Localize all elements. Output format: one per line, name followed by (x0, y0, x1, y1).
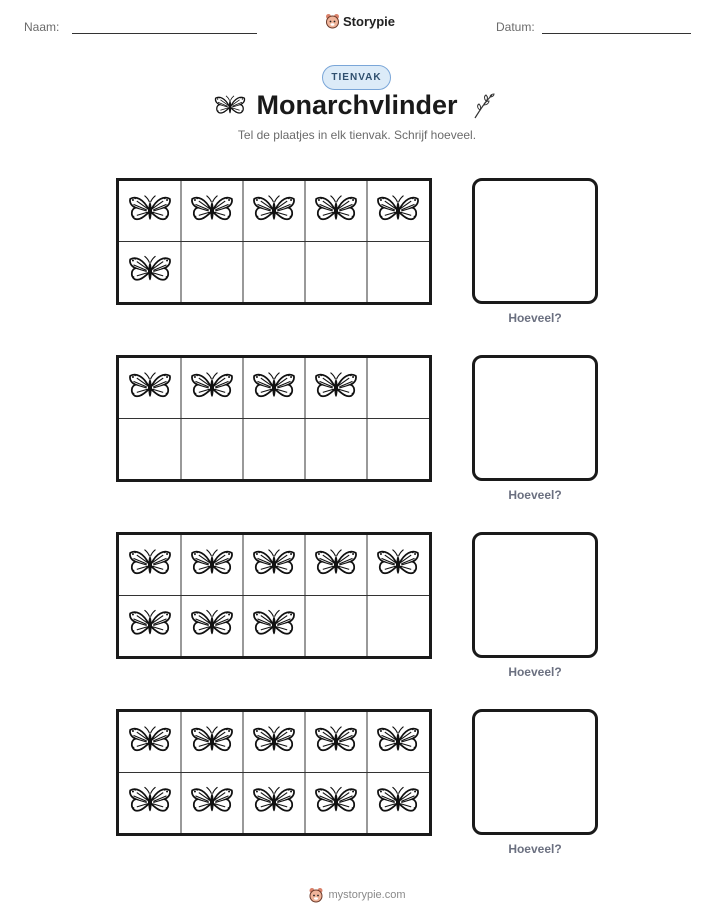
ten-frame-grid (119, 535, 429, 656)
ten-frame (116, 178, 432, 305)
monarch-butterfly-icon (130, 550, 170, 574)
monarch-butterfly-icon (130, 373, 170, 397)
leaf-sprig-icon (472, 92, 496, 125)
ten-frame-grid (119, 712, 429, 833)
footer (0, 887, 714, 903)
monarch-butterfly-icon (316, 550, 356, 574)
answer-box[interactable] (472, 532, 598, 658)
footer-url: mystorypie.com (328, 889, 406, 901)
ten-frame-grid (119, 181, 429, 302)
monarch-butterfly-icon (254, 727, 294, 751)
monarch-butterfly-icon (192, 373, 232, 397)
answer-box[interactable] (472, 355, 598, 481)
monarch-butterfly-icon (316, 727, 356, 751)
answer-box[interactable] (472, 709, 598, 835)
monarch-butterfly-icon (378, 727, 418, 751)
monarch-butterfly-icon (130, 196, 170, 220)
storypie-logo-icon (308, 887, 324, 903)
monarch-butterfly-icon (192, 550, 232, 574)
ten-frame-grid (119, 358, 429, 479)
answer-prompt: Hoeveel? (508, 842, 562, 856)
monarch-butterfly-icon (316, 196, 356, 220)
ten-frame (116, 532, 432, 659)
monarch-butterfly-icon (378, 550, 418, 574)
monarch-butterfly-icon (192, 727, 232, 751)
monarch-butterfly-icon (254, 373, 294, 397)
ten-frame (116, 355, 432, 482)
answer-prompt: Hoeveel? (508, 665, 562, 679)
brand-name: Storypie (343, 13, 396, 29)
monarch-butterfly-icon (378, 196, 418, 220)
monarch-butterfly-icon (130, 787, 170, 811)
storypie-logo-icon (325, 13, 340, 29)
monarch-butterfly-icon (254, 787, 294, 811)
brand-logo (325, 13, 395, 29)
monarch-butterfly-icon (254, 610, 294, 634)
date-line (542, 33, 691, 34)
monarch-butterfly-icon (192, 196, 232, 220)
monarch-butterfly-icon (130, 256, 170, 280)
monarch-butterfly-icon (130, 727, 170, 751)
monarch-butterfly-icon (130, 610, 170, 634)
monarch-butterfly-icon (378, 787, 418, 811)
answer-prompt: Hoeveel? (508, 311, 562, 325)
date-label: Datum: (496, 20, 535, 34)
answer-prompt: Hoeveel? (508, 488, 562, 502)
answer-box[interactable] (472, 178, 598, 304)
category-badge: TIENVAK (322, 65, 391, 90)
monarch-butterfly-icon (254, 196, 294, 220)
name-label: Naam: (24, 20, 60, 34)
page-title: Monarchvlinder (256, 90, 458, 120)
monarch-butterfly-icon (316, 787, 356, 811)
monarch-butterfly-icon (316, 373, 356, 397)
monarch-butterfly-icon (192, 610, 232, 634)
name-line (72, 33, 257, 34)
monarch-butterfly-icon (254, 550, 294, 574)
instructions: Tel de plaatjes in elk tienvak. Schrijf hoeveel. (237, 128, 477, 142)
monarch-butterfly-icon (192, 787, 232, 811)
ten-frame (116, 709, 432, 836)
